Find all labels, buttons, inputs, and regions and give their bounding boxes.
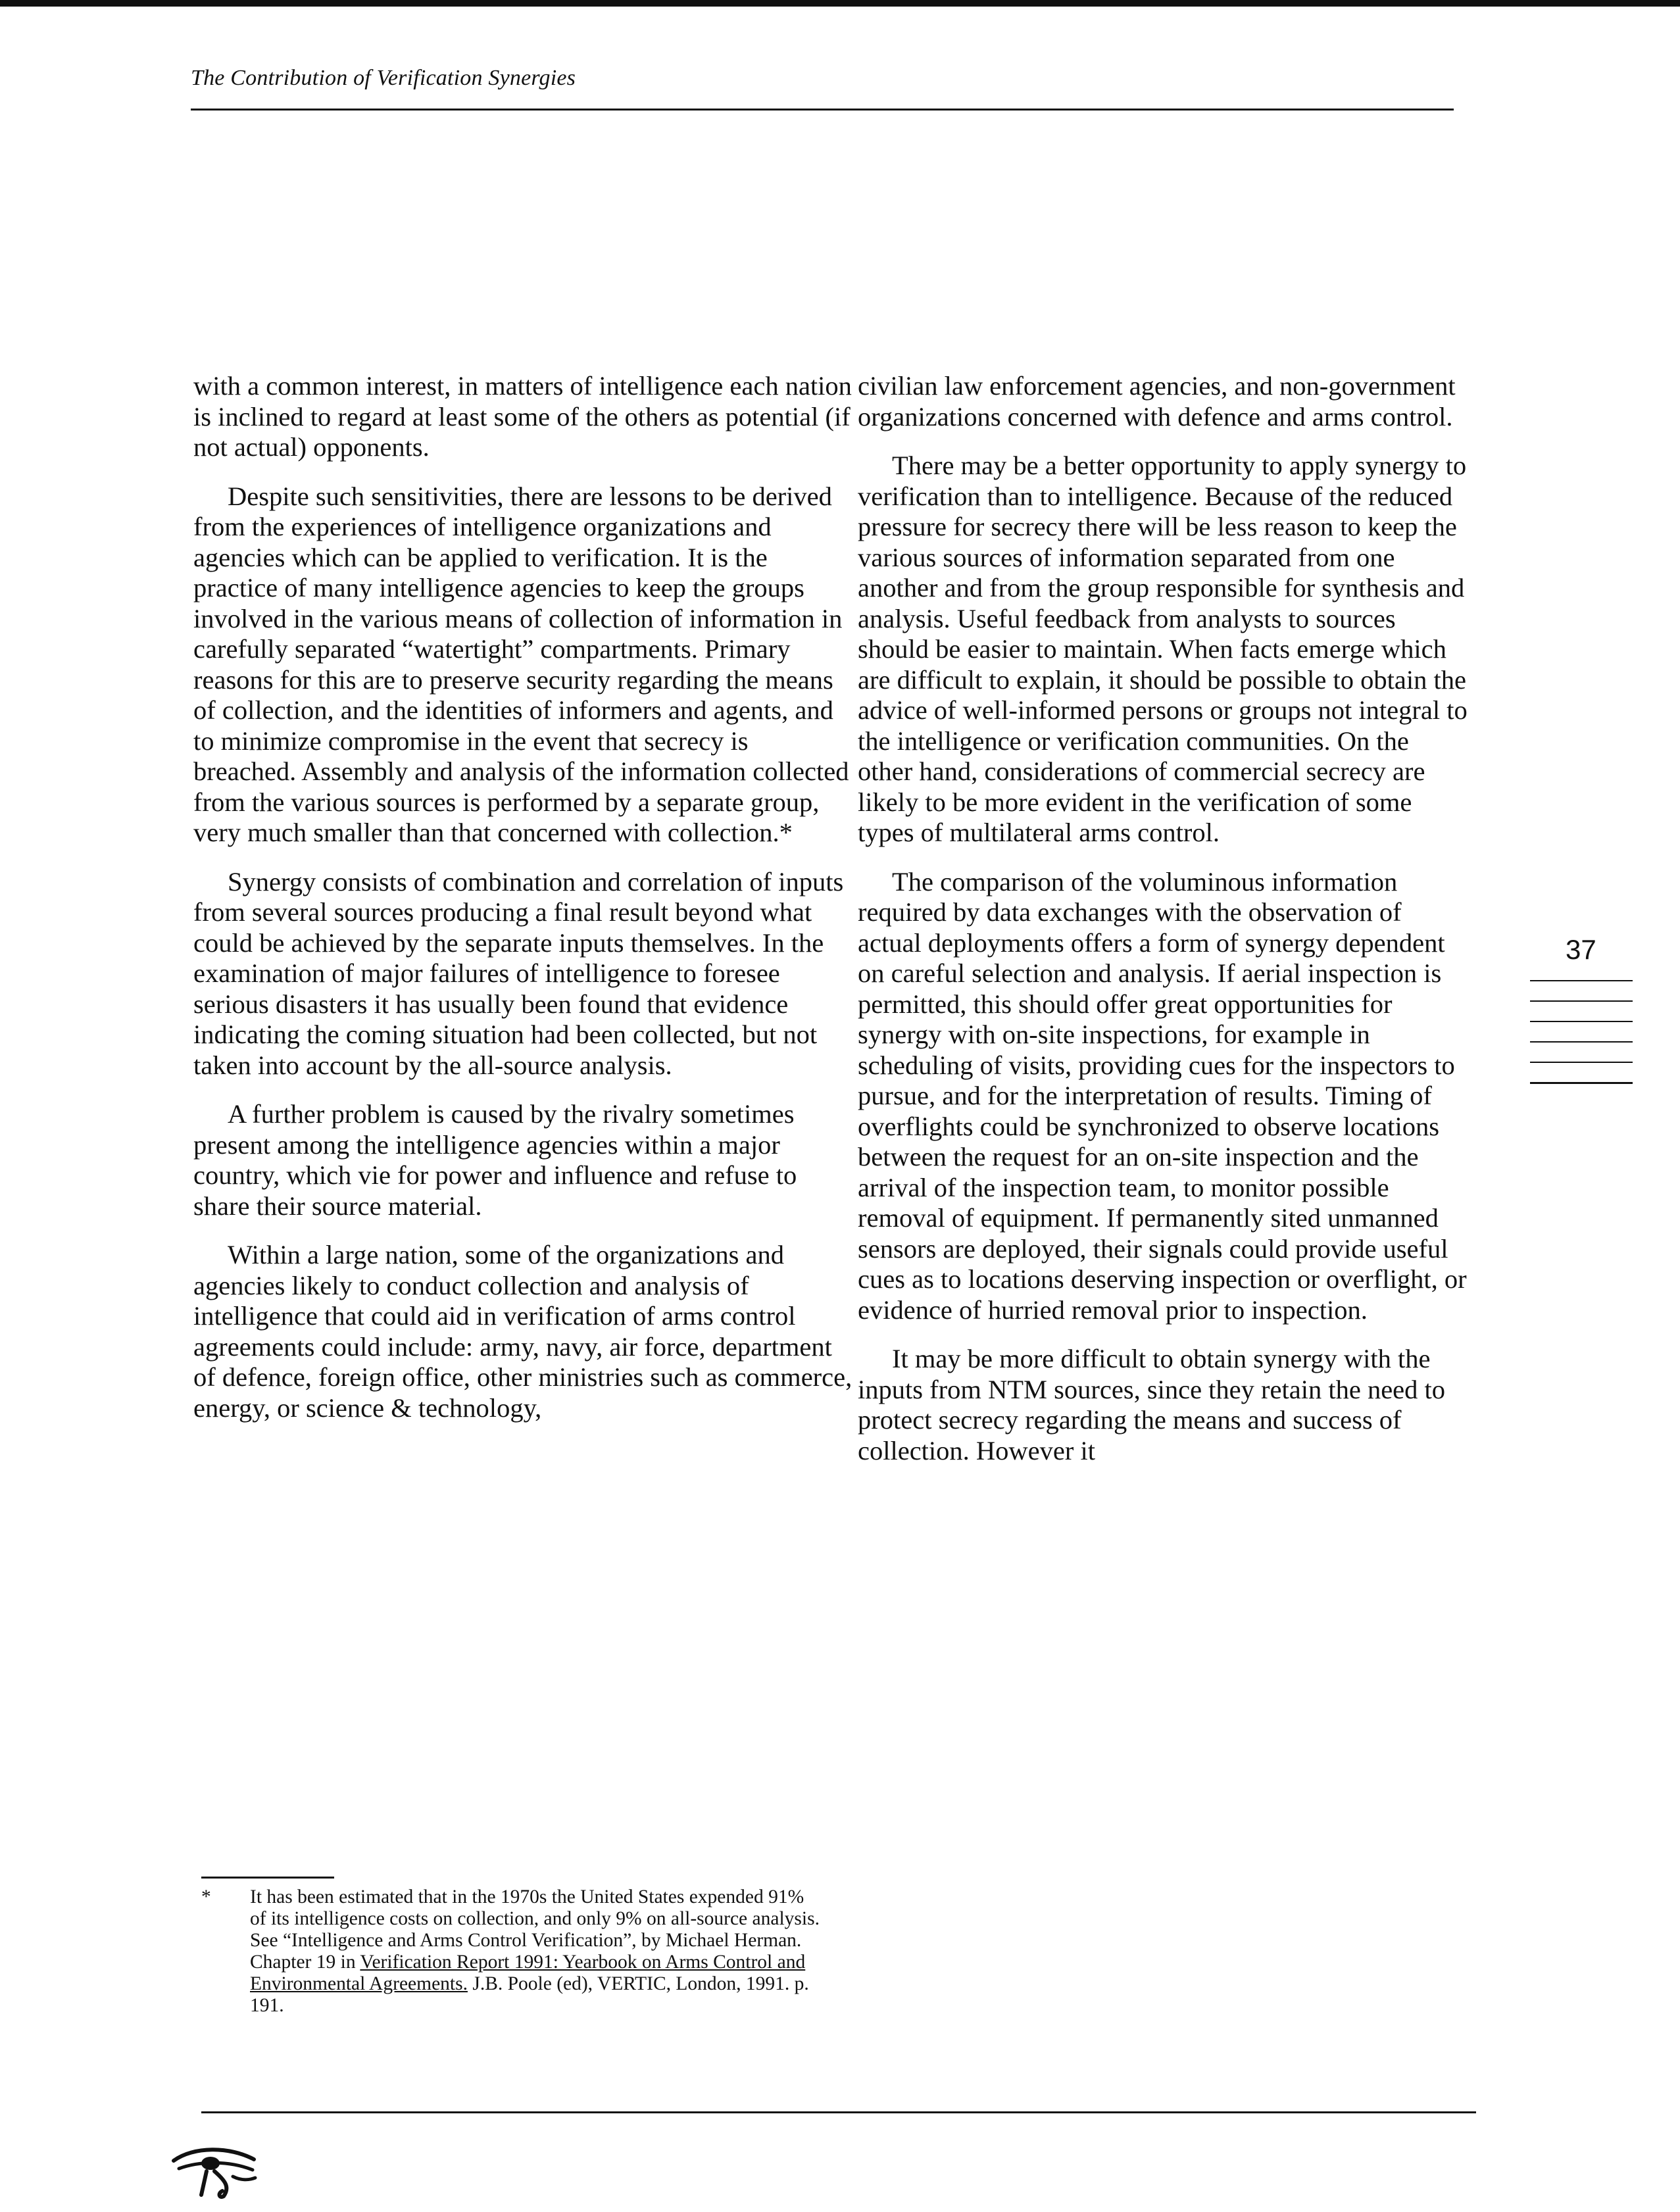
header-rule	[191, 109, 1454, 111]
right-column	[858, 371, 1470, 1485]
eye-of-horus-logo-icon	[167, 2134, 259, 2200]
right-paragraph-2: There may be a better opportunity to apply synergy to verification than to intelligence. Because of the reduced pressure for secrecy there will be less reason to keep the various sources of information separated from one another and from the group responsible for synthesis and analysis. Useful feedback from analysts to sources should be easier to maintain. When facts emerge which are difficult to explain, it should be possible to obtain the advice of well-informed persons or groups not integral to the intelligence or verification communities. On the other hand, considerations of commercial secrecy are likely to be more evident in the verification of some types of multilateral arms control.	[858, 451, 1468, 847]
right-paragraph-3: The comparison of the voluminous information required by data exchanges with the observation of actual deployments offers a form of synergy dependent on careful selection and analysis. If aerial inspection is permitted, this should offer great opportunities for synergy with on-site inspections, for example in scheduling of visits, providing cues for the inspectors to pursue, and for the interpretation of results. Timing of overflights could be synchronized to observe locations between the request for an on-site inspection and the arrival of the inspection team, to monitor possible removal of equipment. If permanently sited unmanned sensors are deployed, their signals could provide useful cues as to locations deserving inspection or overflight, or evidence of hurried removal prior to inspection.	[858, 866, 1467, 1325]
running-header-title: The Contribution of Verification Synergies	[191, 66, 576, 90]
footnote-text	[250, 1886, 820, 2017]
footnote-text-after: J.B. Poole (ed), VERTIC, London, 1991. p. 191.	[250, 1973, 809, 2016]
footnote-text-before: It has been estimated that in the 1970s the United States expended 91% of its intelligence costs on collection, and only 9% on all-source analysis. See “Intelligence and Arms Control Verification”, by Michael Herman. Chapter 19 in	[250, 1886, 820, 1973]
left-paragraph-3: Synergy consists of combination and correlation of inputs from several sources producing a final result beyond what could be achieved by the separate inputs themselves. In the examination of major failures of intelligence to foresee serious disasters it has usually been found that evidence indicating the coming situation had been collected, but not taken into account by the all-source analysis.	[193, 866, 844, 1080]
left-paragraph-4: A further problem is caused by the rivalry sometimes present among the intelligence agencies within a major country, which vie for power and influence and refuse to share their source material.	[193, 1099, 797, 1221]
left-paragraph-1: with a common interest, in matters of intelligence each nation is inclined to regard at least some of the others as potential (if not actual) opponents.	[193, 371, 852, 462]
page-number: 37	[1566, 934, 1596, 965]
footnote-rule	[201, 1877, 334, 1879]
left-paragraph-2: Despite such sensitivities, there are lessons to be derived from the experiences of intelligence organizations and agencies which can be applied to verification. It is the practice of many intelligence agencies to keep the groups involved in the various means of collection of information in carefully separated “watertight” compartments. Primary reasons for this are to preserve security regarding the means of collection, and the identities of informers and agents, and to minimize compromise in the event that secrecy is breached. Assembly and analysis of the information collected from the various sources is performed by a separate group, very much smaller than that concerned with collection.*	[193, 481, 849, 847]
footnote	[201, 1886, 820, 2017]
footnote-underlined-title: Verification Report 1991: Yearbook on Arms Control and Environmental Agreements.	[250, 1952, 806, 1994]
left-paragraph-5: Within a large nation, some of the organizations and agencies likely to conduct collection and analysis of intelligence that could aid in verification of arms control agreements could include: army, navy, air force, department of defence, foreign office, other ministries such as commerce, energy, or science & technology,	[193, 1240, 852, 1423]
right-paragraph-1: civilian law enforcement agencies, and non-government organizations concerned with defence and arms control.	[858, 371, 1456, 431]
footnote-marker: *	[201, 1886, 211, 1907]
left-column	[193, 371, 855, 1442]
right-paragraph-4: It may be more difficult to obtain synergy with the inputs from NTM sources, since they retain the need to protect secrecy regarding the means and success of collection. However it	[858, 1344, 1446, 1465]
bottom-rule	[201, 2111, 1476, 2113]
top-edge-bar	[0, 0, 1680, 7]
margin-decoration-lines	[1530, 980, 1633, 1103]
